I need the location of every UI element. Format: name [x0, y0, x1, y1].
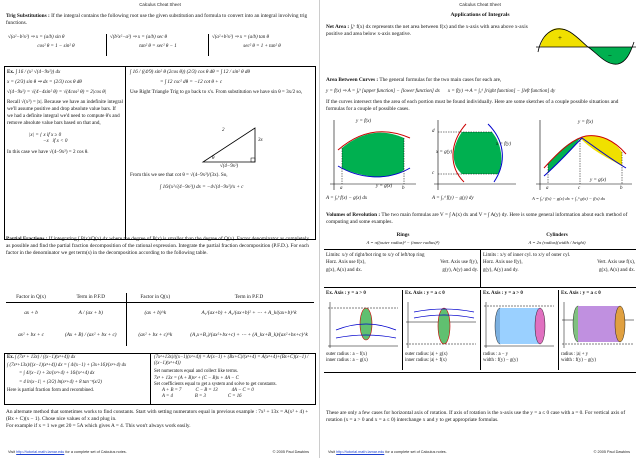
- example-2-integral: ∫ (7x² + 13x) / ((x−1)(x²+4)) dx: [15, 355, 76, 360]
- pfd-cell: ax + b: [24, 310, 38, 316]
- trig-sub-text: If the integral contains the following root use the given substitution and formula to convert into an integral involving trig functions.: [6, 13, 308, 26]
- formula-vertical: x = f(y) ⇒ A = ∫꜀ᵈ [right function] − [left function] dy: [447, 89, 556, 94]
- caption: inner radius: |a| + f(x): [405, 358, 447, 364]
- pfd-cell: A₁/(ax+b) + A₂/(ax+b)² + ⋯ + A_k/(ax+b)^k: [201, 310, 297, 316]
- right-triangle-diagram: [195, 122, 265, 168]
- example-2-step-1: ∫ (7x²+13x)/((x−1)(x²+4)) dx = ∫ 4/(x−1) + (3x+16)/(x²+4) dx: [7, 363, 127, 369]
- example-2-note: Here is partial fraction form and recombined.: [7, 387, 94, 393]
- example-1-left: [7, 69, 123, 156]
- area-between-formulas: [326, 89, 636, 95]
- caption: radius : |a| + y: [561, 352, 589, 357]
- example-1-step-4: From this we see that cot θ = √(4−9x²)/(3x). So,: [130, 172, 228, 178]
- vol-example-1-title: Ex. Axis : y = a > 0: [326, 291, 366, 296]
- example-2-step-3: = 4 ln|x−1| + (3/2) ln(x²+4) + 8 tan⁻¹(x/2): [19, 379, 102, 385]
- footer-visit-suffix: for a complete set of Calculus notes.: [384, 450, 447, 455]
- triangle-shape: [203, 128, 255, 162]
- partial-fractions-text: If integrating ∫ P(x)/Q(x) dx where the degree of P(x) is smaller than the degree of Q(x). Factor denominator as completely as possible and find the partial fraction decomposition of the rational expression. Integrate the partial fraction decomposition (P.F.D.). For each factor in the denominator we get term(s) in the decomposition according to the following table.: [6, 236, 309, 256]
- vol-example-3-captions: [483, 352, 518, 365]
- trig-sub-paragraph: [6, 13, 314, 27]
- cylinder-right-cap: [535, 308, 545, 344]
- right-angle-mark: [251, 158, 255, 162]
- shaded-region-1: [548, 138, 580, 172]
- trig-sub-case-1: [8, 35, 104, 51]
- rings-limits: Limits: x/y of right/bot ring to x/y of left/top ring: [326, 253, 425, 258]
- example-1-integral: ∫ 16 / (x² √(4−9x²)) dx: [15, 69, 61, 75]
- plus-sign: +: [558, 34, 562, 42]
- graph-3-top-label: y = f(x): [578, 120, 594, 125]
- example-2-system-text: Set coefficients equal to get a system and solve to get constants.: [154, 381, 277, 387]
- graph-1-b: b: [402, 186, 405, 191]
- formula-horizontal: y = f(x) ⇒ A = ∫ₐᵇ [upper function] − [lower function] dx: [326, 89, 440, 94]
- cylinders-axes: [483, 259, 635, 266]
- vol-example-4-graph: [560, 300, 636, 350]
- graph-3-c: c: [578, 186, 581, 191]
- pfd-row-linear: [6, 302, 314, 324]
- graph-3-b: b: [620, 186, 623, 191]
- example-1-step-3: Use Right Triangle Trig to go back to x's. From substitution we have sin θ = 3x/2 so,: [130, 88, 303, 95]
- pfd-cell: (ax + b)^k: [144, 310, 167, 316]
- example-2-solution: [162, 394, 314, 400]
- cylinders-axes-2: [483, 267, 635, 274]
- graph-2-left-label: x = g(y): [436, 150, 453, 155]
- vol-example-4-title: Ex. Axis : y = a ≤ 0: [561, 291, 601, 296]
- net-area-paragraph: [326, 24, 532, 38]
- area-between-text: The general formulas for the two main cases for each are,: [378, 77, 502, 83]
- footer-copyright: © 2005 Paul Dawkins: [593, 450, 630, 455]
- shaded-region: [342, 133, 404, 177]
- example-1-step-5: ∫ 16/(x²√(4−9x²)) dx = −4√(4−9x²)/x + c: [160, 184, 244, 191]
- alternate-method-example: For example if x = 1 we get 20 = 5A which gives A = 4. This won't always work easily.: [6, 422, 191, 429]
- partial-fractions-heading: Partial Fractions :: [6, 236, 48, 242]
- trig-sub-case-3: [212, 35, 312, 51]
- graph-3-formula: A = ∫ₐᶜ f(x) − g(x) dx + ∫꜀ᵇ g(x) − f(x) dx: [532, 196, 606, 201]
- rings-vert: Vert. Axis use f(y),: [440, 260, 478, 266]
- graph-3-a: a: [546, 186, 549, 191]
- triangle-angle-label: θ: [212, 156, 215, 161]
- caption: width : f(y) − g(y): [483, 358, 518, 364]
- cylinder-body: [578, 306, 620, 342]
- cylinders-limits: Limits : x/y of inner cyl. to x/y of outer cyl.: [483, 253, 571, 258]
- vol-example-3-title: Ex. Axis : y = a > 0: [483, 291, 523, 296]
- cylinder-body: [500, 308, 540, 344]
- trig-sub-heading: Trig Substitutions :: [6, 13, 50, 19]
- triangle-adjacent-label: √(4−9x²): [220, 164, 239, 169]
- example-1-result: [130, 172, 314, 191]
- footer-visit-prefix: Visit: [328, 450, 337, 455]
- cyl-horz: Horz. Axis use f(y),: [483, 260, 523, 266]
- area-graph-3: [534, 118, 634, 194]
- rings-formula: A = π((outer radius)² − (inner radius)²): [366, 240, 440, 245]
- cyl-horz-2: g(y), A(y) and dy.: [483, 267, 519, 273]
- example-1-conclusion: In this case we have √(4−9x²) = 2 cos θ.: [7, 149, 89, 156]
- graph-2-formula: A = ∫꜀ᵈ f(y) − g(y) dy: [432, 196, 474, 201]
- minus-sign: −: [608, 52, 612, 60]
- trig-sub-case-1-root: √(a²−b²x²) ⇒ x = (a/b) sin θ: [8, 35, 65, 40]
- divider: [402, 290, 403, 370]
- volumes-text: The two main formulas are V = ∫ A(x) dx and V = ∫ A(y) dy. Here is some general information about each method of computing and some examples.: [326, 212, 628, 225]
- volumes-heading: Volumes of Revolution :: [326, 212, 381, 218]
- pfd-col-term-2: Term in P.F.D: [234, 294, 264, 300]
- example-2-set-equal: Set numerators equal and collect like terms.: [154, 369, 239, 375]
- equation: C − B = 13: [195, 388, 218, 394]
- abs-def-line-2: −x if x < 0: [29, 137, 68, 144]
- divider: [480, 249, 481, 287]
- vol-example-4-captions: [561, 352, 596, 365]
- pfd-cell: (A₁x+B₁)/(ax²+bx+c) + ⋯ + (A_kx+B_k)/(ax²+bx+c)^k: [190, 331, 308, 338]
- pfd-cell: (Ax + B) / (ax² + bx + c): [56, 324, 126, 346]
- area-between-heading: Area Between Curves :: [326, 77, 379, 83]
- sheet-title: Calculus Cheat Sheet: [139, 2, 181, 7]
- caption: outer radius : a − f(x): [326, 352, 367, 357]
- sheet-title: Calculus Cheat Sheet: [459, 2, 501, 7]
- example-2-right: [154, 355, 314, 401]
- rings-title: Rings: [396, 232, 410, 238]
- example-1-explanation: Recall √(x²) = |x|. Because we have an indefinite integral we'll assume positive and drop absolute value bars. If we had a definite integral we'd need to compute θ's and remove absolute value bars based on that and,: [7, 99, 123, 126]
- net-area-heading: Net Area :: [326, 24, 350, 30]
- caption: outer radius: |a| + g(x): [405, 352, 448, 357]
- footer-visit-prefix: Visit: [8, 450, 17, 455]
- cylinders-formula: A = 2π (radius)(width / height): [528, 240, 586, 245]
- example-2-collect: 7x² + 13x = (A + B)x² + (C − B)x + 4A − C: [154, 375, 239, 381]
- applications-title: Applications of Integrals: [450, 12, 510, 18]
- example-2-label: Ex.: [7, 355, 14, 360]
- graph-1-top-label: y = f(x): [356, 119, 372, 124]
- area-graph-1: [328, 118, 418, 194]
- pfd-col-factor-2: Factor in Q(x): [140, 294, 171, 300]
- rings-horz: Horz. Axis use f(x),: [326, 260, 366, 266]
- footer: [8, 450, 309, 455]
- partial-fractions-paragraph: [6, 236, 314, 256]
- cylinders-info: [483, 252, 635, 274]
- divider: [324, 372, 636, 373]
- trig-sub-case-3-identity: sec² θ = 1 + tan² θ: [243, 44, 281, 50]
- graph-3-bottom-label: y = g(x): [590, 178, 607, 183]
- trig-sub-case-2-root: √(b²x²−a²) ⇒ x = (a/b) sec θ: [110, 35, 168, 40]
- rings-axes-2: [326, 267, 478, 274]
- example-1-step-1: ∫ 16 / ((4/9) sin² θ (2cos θ)) (2/3) cos θ dθ = ∫ 12 / sin² θ dθ: [130, 69, 250, 75]
- shaded-region: [454, 132, 502, 174]
- vol-example-2-captions: [405, 352, 447, 365]
- trig-sub-case-1-identity: cos² θ = 1 − sin² θ: [37, 44, 75, 50]
- footer-visit-suffix: for a complete set of Calculus notes.: [64, 450, 127, 455]
- rings-vert-2: g(y), A(y) and dy.: [442, 267, 478, 273]
- footer-link[interactable]: http://tutorial.math.lamar.edu: [336, 450, 385, 455]
- example-1-substitution: x = (2/3) sin θ ⇒ dx = (2/3) cos θ dθ: [7, 79, 82, 86]
- divider: [324, 287, 636, 288]
- equation: C = 16: [227, 394, 242, 400]
- right-page: [320, 0, 640, 458]
- abs-def-line-1: |x| = { x if x ≥ 0: [29, 131, 62, 138]
- pfd-cell: ax² + bx + c: [18, 331, 44, 338]
- example-2-divider: [150, 353, 151, 405]
- trig-sub-case-2-identity: tan² θ = sec² θ − 1: [139, 44, 177, 50]
- alternate-method-text: An alternate method that sometimes works to find constants. Start with setting numerators equal in previous example : 7x² + 13x = A(x² + 4) + (Bx + C)(x − 1). Chose nice values of x and plug in.: [6, 409, 309, 422]
- equation: A + B = 7: [162, 388, 182, 394]
- footer-visit: [328, 450, 447, 455]
- graph-2-c: c: [432, 171, 435, 176]
- equation: 4A − C = 0: [231, 388, 254, 394]
- ring-solid: [438, 308, 450, 344]
- positive-area: [540, 28, 588, 47]
- graph-2-right-label: x = f(y): [496, 142, 512, 147]
- vol-example-3-graph: [482, 300, 556, 350]
- volumes-paragraph: [326, 212, 634, 226]
- footer: [328, 450, 630, 455]
- graph-1-a: a: [340, 186, 343, 191]
- equation: B = 3: [194, 394, 206, 400]
- example-1-root-rewrite: √(4−9x²) = √(4−4sin² θ) = √(4cos² θ) = 2|cos θ|: [7, 88, 107, 95]
- vol-example-2-graph: [404, 300, 478, 350]
- triangle-hypotenuse-label: 2: [222, 128, 225, 133]
- cylinders-title: Cylinders: [546, 232, 568, 238]
- footer-copyright: © 2005 Paul Dawkins: [272, 450, 309, 455]
- alternate-method-paragraph: [6, 409, 314, 429]
- footer-visit: [8, 450, 127, 455]
- net-area-graph: [536, 22, 636, 72]
- rings-info: [326, 252, 478, 274]
- area-between-note: If the curves intersect then the area of each portion must be found individually. Here are some sketches of a couple possible situations and formulas for a couple of possible cases.: [326, 99, 619, 112]
- vol-example-1-graph: [326, 300, 400, 350]
- rings-axes: [326, 259, 478, 266]
- area-between-paragraph: [326, 77, 634, 84]
- triangle-opposite-label: 3x: [258, 138, 263, 143]
- net-area-text: ∫ₐᵇ f(x) dx represents the net area between f(x) and the x-axis with area above x-axis positive and area below x-axis negative.: [326, 24, 528, 37]
- example-2-step-2: = ∫ 4/(x−1) + 3x/(x²+4) + 16/(x²+4) dx: [19, 371, 95, 377]
- divider: [106, 34, 107, 56]
- cylinder-right-cap: [615, 306, 625, 342]
- example-2-left: [7, 355, 149, 394]
- pfd-col-factor: Factor in Q(x): [16, 294, 46, 300]
- graph-1-formula: A = ∫ₐᵇ f(x) − g(x) dx: [326, 196, 368, 201]
- pfd-row-quadratic: [6, 324, 314, 346]
- cyl-vert: Vert. Axis use f(x),: [597, 260, 635, 266]
- pfd-table: [6, 293, 314, 346]
- graph-2-d: d: [432, 129, 435, 134]
- pfd-col-term: Term in P.F.D: [56, 293, 126, 302]
- closing-paragraph: These are only a few cases for horizontal axis of rotation. If axis of rotation is the x-axis use the y = a ≤ 0 case with a = 0. For vertical axis of rotation (x = a > 0 and x = a ≤ 0) interchange x and y to get appropriate formulas.: [326, 410, 626, 423]
- equation: A = 4: [162, 394, 173, 400]
- footer-link[interactable]: http://tutorial.math.lamar.edu: [16, 450, 65, 455]
- vol-example-1-captions: [326, 352, 368, 365]
- rings-horz-2: g(x), A(x) and dx.: [326, 267, 362, 273]
- divider: [480, 290, 481, 370]
- caption: width : f(y) − g(y): [561, 358, 596, 364]
- cyl-vert-2: g(x), A(x) and dx.: [599, 267, 635, 273]
- example-1-step-2: = ∫ 12 csc² dθ = −12 cot θ + c: [160, 79, 223, 86]
- pfd-cell: (ax² + bx + c)^k: [138, 331, 173, 338]
- graph-1-bottom-label: y = g(x): [376, 184, 393, 189]
- caption: radius : a − y: [483, 352, 509, 357]
- example-1-right: [130, 69, 314, 96]
- divider: [208, 34, 209, 56]
- vol-example-2-title: Ex. Axis : y = a ≤ 0: [405, 291, 445, 296]
- divider: [558, 290, 559, 370]
- trig-sub-case-3-root: √(a²+b²x²) ⇒ x = (a/b) tan θ: [212, 35, 270, 40]
- pfd-cell: A / (ax + b): [56, 302, 126, 324]
- example-1-label: Ex.: [7, 69, 15, 75]
- example-1-divider: [125, 66, 126, 240]
- trig-sub-case-2: [110, 35, 206, 51]
- caption: inner radius : a − g(x): [326, 358, 368, 364]
- example-2-decomp: (7x²+13x)/((x−1)(x²+4)) = A/(x−1) + (Bx+C)/(x²+4) = A(x²+4)+(Bx+C)(x−1) / ((x−1)(x²+4)): [154, 355, 309, 367]
